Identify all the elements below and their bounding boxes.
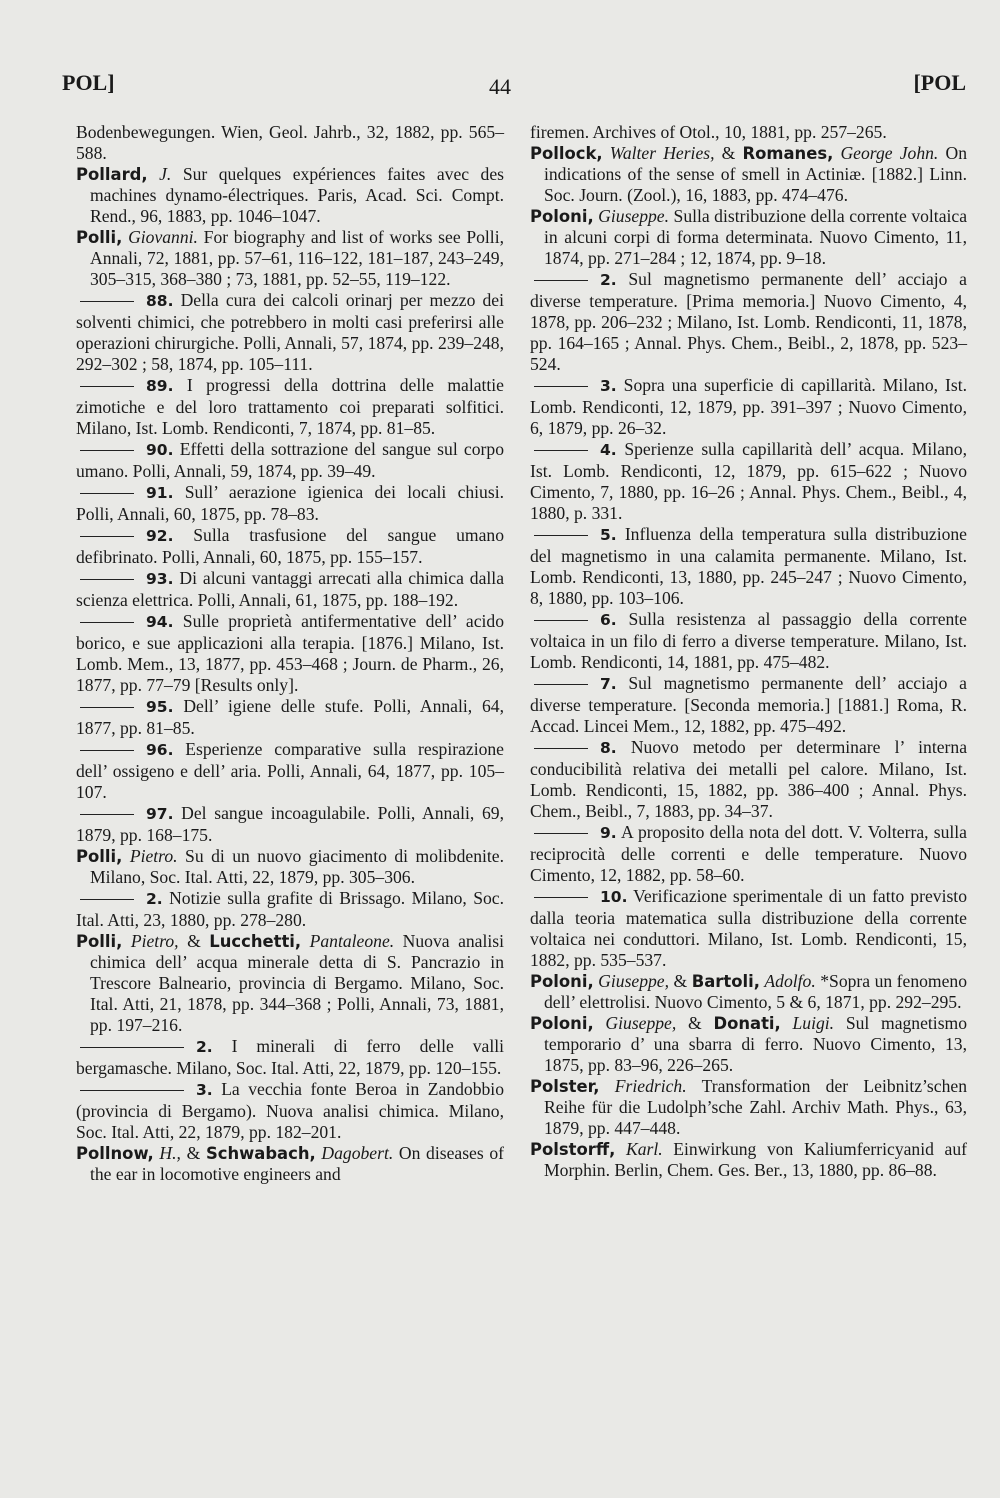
entry-number: 95. bbox=[146, 698, 174, 716]
ampersand: & bbox=[187, 931, 201, 951]
author-surname: Poloni, bbox=[530, 972, 594, 991]
ditto-dash bbox=[534, 535, 588, 536]
bibliography-entry bbox=[76, 803, 504, 846]
author-given-name: H., bbox=[159, 1143, 181, 1163]
entry-text: Nuova analisi chimica dell’ acqua minerale detta di S. Pancrazio in Trescore Balneario, provincia di Bergamo. Milano, Soc. Ital. Atti, 21, 1878, pp. 344–368 ; Polli, Annali, 73, 1881, pp. 197–216. bbox=[90, 931, 504, 1035]
entry-text: La vecchia fonte Beroa in Zandobbio (provincia di Bergamo). Nuova analisi chimica. Milano, Soc. Ital. Atti, 22, 1879, pp. 182–201. bbox=[76, 1079, 504, 1142]
bibliography-entry bbox=[76, 375, 504, 439]
bibliography-entry bbox=[530, 524, 967, 609]
author-surname: Pollock, bbox=[530, 144, 603, 163]
bibliography-entry bbox=[76, 846, 504, 888]
entry-text: Sul magnetismo permanente dell’ acciajo a diverse temperature. [Seconda memoria.] [1881.] Roma, R. Accad. Lincei Mem., 12, 1882, pp. 475–492. bbox=[530, 673, 967, 736]
bibliography-entry bbox=[530, 971, 967, 1013]
left-column bbox=[76, 122, 504, 1185]
bibliography-entry bbox=[76, 439, 504, 482]
bibliography-entry bbox=[530, 143, 967, 206]
entry-text: Sul magnetismo temporario d’ una sbarra di ferro. Nuovo Cimento, 13, 1875, pp. 83–96, 226–265. bbox=[544, 1013, 968, 1075]
right-column bbox=[530, 122, 967, 1181]
coauthor-surname: Schwabach, bbox=[205, 1144, 316, 1163]
entry-text: Sopra una superficie di capillarità. Milano, Ist. Lomb. Rendiconti, 12, 1879, pp. 391–397 ; Nuovo Cimento, 6, 1879, pp. 26–32. bbox=[530, 375, 967, 438]
coauthor-surname: Romanes, bbox=[742, 144, 834, 163]
ditto-dash bbox=[80, 450, 134, 451]
entry-number: 97. bbox=[146, 805, 174, 823]
entry-text: Notizie sulla grafite di Brissago. Milano, Soc. Ital. Atti, 23, 1880, pp. 278–280. bbox=[76, 888, 504, 930]
author-given-name: Pietro. bbox=[129, 846, 178, 866]
author-surname: Pollnow, bbox=[76, 1144, 154, 1163]
entry-number: 10. bbox=[600, 888, 628, 906]
ditto-dash bbox=[80, 899, 134, 900]
entry-text: On diseases of the ear in locomotive engineers and bbox=[90, 1143, 504, 1184]
author-given-name: Pietro, bbox=[130, 931, 179, 951]
entry-number: 2. bbox=[600, 271, 617, 289]
coauthor-given-name: Luigi. bbox=[792, 1013, 835, 1033]
bibliography-entry bbox=[530, 206, 967, 269]
entry-number: 96. bbox=[146, 741, 174, 759]
bibliography-entry bbox=[530, 609, 967, 673]
bibliography-entry bbox=[530, 375, 967, 439]
entry-number: 88. bbox=[146, 292, 174, 310]
entry-text: Sulla resistenza al passaggio della corrente voltaica in un filo di ferro a diverse temperature. Milano, Ist. Lomb. Rendiconti, 14, 1881, pp. 475–482. bbox=[530, 609, 967, 672]
entry-text: Di alcuni vantaggi arrecati alla chimica dalla scienza elettrica. Polli, Annali, 61, 1875, pp. 188–192. bbox=[76, 568, 504, 610]
ditto-dash bbox=[534, 748, 588, 749]
entry-number: 94. bbox=[146, 613, 174, 631]
ampersand: & bbox=[673, 971, 688, 991]
entry-text: Sul magnetismo permanente dell’ acciajo a diverse temperature. [Prima memoria.] Nuovo Cimento, 4, 1878, pp. 206–232 ; Milano, Ist. Lomb. Rendiconti, 11, 1878, pp. 164–165 ; Annal. Phys. Chem., Beibl., 2, 1878, pp. 523–524. bbox=[530, 269, 967, 374]
bibliography-entry bbox=[530, 822, 967, 886]
author-surname: Pollard, bbox=[76, 165, 148, 184]
bibliography-entry bbox=[530, 269, 967, 375]
bibliography-entry bbox=[530, 1013, 967, 1076]
ditto-dash bbox=[80, 493, 134, 494]
author-given-name: Walter Heries, bbox=[609, 143, 715, 163]
entry-text: Nuovo metodo per determinare l’ interna conducibilità relativa dei metalli pel calore. Milano, Ist. Lomb. Rendiconti, 15, 1882, pp. 386–400 ; Annal. Phys. Chem., Beibl., 7, 1883, pp. 34–37. bbox=[530, 737, 967, 821]
author-given-name: Giuseppe, bbox=[605, 1013, 677, 1033]
ditto-dash bbox=[534, 833, 588, 834]
ditto-dash bbox=[80, 301, 134, 302]
ditto-dash bbox=[80, 1047, 184, 1048]
author-surname: Polster, bbox=[530, 1077, 600, 1096]
bibliography-entry bbox=[76, 482, 504, 525]
entry-number: 2. bbox=[196, 1038, 213, 1056]
ditto-dash bbox=[534, 897, 588, 898]
author-given-name: Giuseppe. bbox=[598, 206, 670, 226]
page-number: 44 bbox=[489, 74, 511, 99]
coauthor-surname: Lucchetti, bbox=[209, 932, 302, 951]
entry-text: For biography and list of works see Polli, Annali, 72, 1881, pp. 57–61, 116–122, 181–187, 243–249, 305–315, 368–380 ; 73, 1881, pp. 52–55, 119–122. bbox=[90, 227, 504, 289]
author-surname: Polli, bbox=[76, 228, 123, 247]
ampersand: & bbox=[688, 1013, 702, 1033]
bibliography-entry bbox=[76, 739, 504, 803]
entry-text: Su di un nuovo giacimento di molibdenite. Milano, Soc. Ital. Atti, 22, 1879, pp. 305–306. bbox=[90, 846, 504, 887]
entry-text: On indications of the sense of smell in Actiniæ. [1882.] Linn. Soc. Journ. (Zool.), 16, 1883, pp. 474–476. bbox=[544, 143, 967, 205]
bibliography-entry bbox=[76, 164, 504, 227]
entry-number: 9. bbox=[600, 824, 617, 842]
ditto-dash bbox=[80, 536, 134, 537]
ditto-dash bbox=[534, 280, 588, 281]
entry-text: Einwirkung von Kaliumferricyanid auf Morphin. Berlin, Chem. Ges. Ber., 13, 1880, pp. 86–88. bbox=[544, 1139, 967, 1180]
entry-number: 2. bbox=[146, 890, 163, 908]
bibliography-entry bbox=[76, 888, 504, 931]
ditto-dash bbox=[80, 579, 134, 580]
entry-number: 91. bbox=[146, 484, 174, 502]
entry-text: Sur quelques expériences faites avec des machines dynamo-électriques. Paris, Acad. Sci. Compt. Rend., 96, 1883, pp. 1046–1047. bbox=[90, 164, 504, 226]
entry-number: 7. bbox=[600, 675, 617, 693]
entry-text: Sulla distribuzione della corrente voltaica in alcuni corpi di forma determinata. Nuovo Cimento, 11, 1874, pp. 271–284 ; 12, 1874, pp. 9–18. bbox=[544, 206, 968, 268]
author-surname: Polli, bbox=[76, 932, 123, 951]
bibliography-entry bbox=[76, 1143, 504, 1185]
bibliography-entry bbox=[76, 611, 504, 696]
bibliography-entry bbox=[76, 290, 504, 375]
entry-text: *Sopra un fenomeno dell’ elettrolisi. Nuovo Cimento, 5 & 6, 1871, pp. 292–295. bbox=[544, 971, 968, 1012]
ditto-dash bbox=[80, 622, 134, 623]
entry-text: Effetti della sottrazione del sangue sul corpo umano. Polli, Annali, 59, 1874, pp. 39–49. bbox=[76, 439, 504, 481]
bibliography-entry bbox=[530, 673, 967, 737]
entry-text: Della cura dei calcoli orinarj per mezzo dei solventi chimici, che potrebbero in molti casi preferirsi alle operazioni chirurgiche. Polli, Annali, 57, 1874, pp. 239–248, 292–302 ; 58, 1874, pp. 105–111. bbox=[76, 290, 504, 374]
entry-number: 6. bbox=[600, 611, 617, 629]
entry-text: Sulla trasfusione del sangue umano defibrinato. Polli, Annali, 60, 1875, pp. 155–157. bbox=[76, 525, 504, 567]
bibliography-entry bbox=[530, 886, 967, 971]
entry-text: Transformation der Leibnitz’schen Reihe für die Ludolph’sche Zahl. Archiv Math. Phys., 63, 1879, pp. 447–448. bbox=[544, 1076, 967, 1138]
entry-text: A proposito della nota del dott. V. Volterra, sulla reciprocità delle correnti e delle temperature. Nuovo Cimento, 12, 1882, pp. 58–60. bbox=[530, 822, 967, 885]
author-surname: Poloni, bbox=[530, 207, 594, 226]
entry-text: Del sangue incoagulabile. Polli, Annali, 69, 1879, pp. 168–175. bbox=[76, 803, 504, 845]
author-given-name: Karl. bbox=[625, 1139, 663, 1159]
bibliography-entry bbox=[76, 525, 504, 568]
entry-text: firemen. Archives of Otol., 10, 1881, pp. 257–265. bbox=[530, 122, 887, 142]
bibliography-entry bbox=[76, 931, 504, 1036]
coauthor-given-name: Dagobert. bbox=[321, 1143, 394, 1163]
entry-text: Influenza della temperatura sulla distribuzione del magnetismo in una calamita permanente. Milano, Ist. Lomb. Rendiconti, 13, 1880, pp. 245–247 ; Nuovo Cimento, 8, 1880, pp. 103–106. bbox=[530, 524, 967, 608]
bibliography-entry bbox=[76, 568, 504, 611]
entry-number: 89. bbox=[146, 377, 174, 395]
entry-text: Sull’ aerazione igienica dei locali chiusi. Polli, Annali, 60, 1875, pp. 78–83. bbox=[76, 482, 504, 524]
entry-number: 90. bbox=[146, 441, 174, 459]
ampersand: & bbox=[721, 143, 736, 163]
entry-text: Bodenbewegungen. Wien, Geol. Jahrb., 32, 1882, pp. 565–588. bbox=[76, 122, 504, 163]
entry-number: 3. bbox=[196, 1081, 213, 1099]
coauthor-surname: Donati, bbox=[713, 1014, 781, 1033]
ditto-dash bbox=[534, 684, 588, 685]
author-given-name: Giuseppe, bbox=[598, 971, 670, 991]
bibliography-entry bbox=[530, 737, 967, 822]
ditto-dash bbox=[80, 814, 134, 815]
bibliography-entry bbox=[76, 227, 504, 290]
author-surname: Poloni, bbox=[530, 1014, 594, 1033]
bibliography-entry bbox=[530, 439, 967, 524]
author-given-name: Friedrich. bbox=[614, 1076, 687, 1096]
bibliography-entry bbox=[530, 1076, 967, 1139]
ditto-dash bbox=[80, 1090, 184, 1091]
ditto-dash bbox=[80, 750, 134, 751]
ampersand: & bbox=[186, 1143, 201, 1163]
author-surname: Polstorff, bbox=[530, 1140, 616, 1159]
bibliography-entry bbox=[76, 1036, 504, 1079]
bibliography-entry bbox=[530, 1139, 967, 1181]
entry-text: Sulle proprietà antifermentative dell’ acido borico, e sue applicazioni alla terapia. [1876.] Milano, Ist. Lomb. Mem., 13, 1877, pp. 453–468 ; Journ. de Pharm., 26, 1877, pp. 77–79 [Results only]. bbox=[76, 611, 504, 695]
ditto-dash bbox=[534, 620, 588, 621]
bibliography-entry bbox=[76, 696, 504, 739]
entry-number: 4. bbox=[600, 441, 617, 459]
coauthor-given-name: Pantaleone. bbox=[309, 931, 395, 951]
author-given-name: Giovanni. bbox=[128, 227, 198, 247]
entry-text: I minerali di ferro delle valli bergamasche. Milano, Soc. Ital. Atti, 22, 1879, pp. 120–155. bbox=[76, 1036, 504, 1078]
bibliography-entry bbox=[76, 122, 504, 164]
ditto-dash bbox=[534, 450, 588, 451]
entry-text: I progressi della dottrina delle malattie zimotiche e del loro trattamento coi preparati solfitici. Milano, Ist. Lomb. Rendiconti, 7, 1874, pp. 81–85. bbox=[76, 375, 504, 438]
coauthor-surname: Bartoli, bbox=[691, 972, 760, 991]
ditto-dash bbox=[80, 707, 134, 708]
entry-text: Esperienze comparative sulla respirazione dell’ ossigeno e dell’ aria. Polli, Annali, 64, 1877, pp. 105–107. bbox=[76, 739, 504, 802]
entry-number: 8. bbox=[600, 739, 617, 757]
entry-text: Verificazione sperimentale di un fatto previsto dalla teoria matematica sulla distribuzione della corrente voltaica nei conduttori. Milano, Ist. Lomb. Rendiconti, 15, 1882, pp. 535–537. bbox=[530, 886, 967, 970]
entry-number: 3. bbox=[600, 377, 617, 395]
entry-text: Dell’ igiene delle stufe. Polli, Annali, 64, 1877, pp. 81–85. bbox=[76, 696, 504, 738]
bibliography-entry bbox=[530, 122, 967, 143]
author-given-name: J. bbox=[159, 164, 172, 184]
bibliography-entry bbox=[76, 1079, 504, 1143]
coauthor-given-name: Adolfo. bbox=[764, 971, 816, 991]
entry-number: 92. bbox=[146, 527, 174, 545]
author-surname: Polli, bbox=[76, 847, 123, 866]
running-head-left: POL] bbox=[62, 70, 115, 95]
ditto-dash bbox=[534, 386, 588, 387]
entry-number: 5. bbox=[600, 526, 617, 544]
ditto-dash bbox=[80, 386, 134, 387]
entry-text: Sperienze sulla capillarità dell’ acqua. Milano, Ist. Lomb. Rendiconti, 12, 1879, pp. 615–622 ; Nuovo Cimento, 7, 1880, pp. 16–26 ; Annal. Phys. Chem., Beibl., 4, 1880, p. 331. bbox=[530, 439, 967, 523]
running-head-right: [POL bbox=[913, 70, 966, 95]
coauthor-given-name: George John. bbox=[840, 143, 939, 163]
entry-number: 93. bbox=[146, 570, 174, 588]
